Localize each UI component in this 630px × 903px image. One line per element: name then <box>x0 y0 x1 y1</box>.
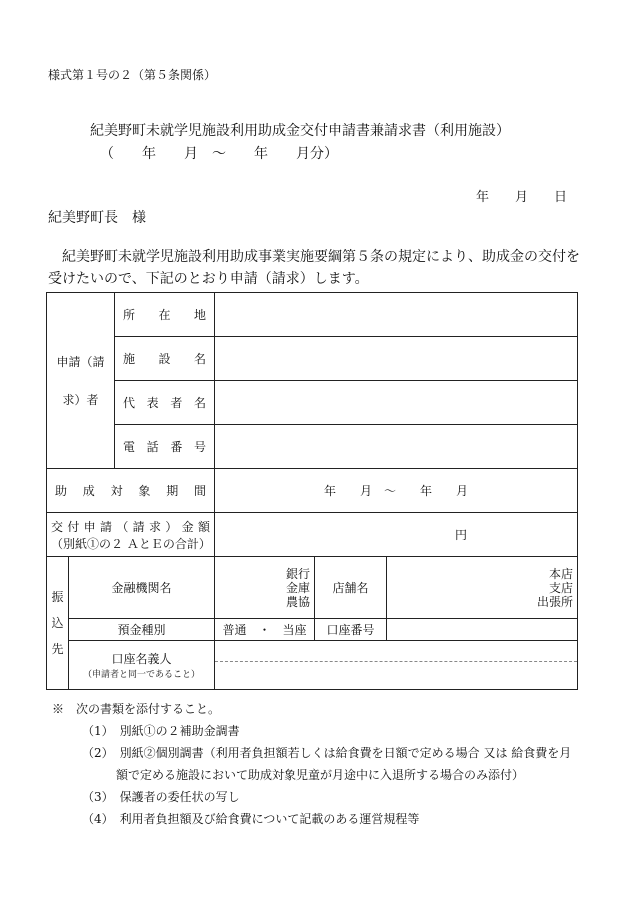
location-label: 所在地 <box>115 293 215 337</box>
transfer-label-char-1: 振 <box>51 590 64 604</box>
representative-label: 代表者名 <box>115 381 215 425</box>
branch-name-label: 店舗名 <box>315 557 387 619</box>
note-item-2-continued: 額で定める施設において助成対象児童が月途中に入退所する場合のみ添付） <box>116 768 525 782</box>
account-holder-note: （申請者と同一であること） <box>83 670 201 680</box>
date-line: 年 月 日 <box>476 190 568 205</box>
amount-label: 交付申請（請求）金額 <box>51 519 211 534</box>
amount-label-cell <box>47 513 215 557</box>
note-item-4: （4） 利用者負担額及び給食費について記載のある運営規程等 <box>82 812 420 826</box>
notes <box>52 698 571 830</box>
phone-label: 電話番号 <box>115 425 215 469</box>
note-item-1: （1） 別紙①の２補助金調書 <box>82 724 240 738</box>
transfer-label-char-3: 先 <box>51 642 64 656</box>
bank-type-bank: 銀行 <box>286 566 311 581</box>
location-field[interactable] <box>215 293 578 337</box>
branch-type-office: 出張所 <box>537 594 574 609</box>
addressee: 紀美野町長 様 <box>48 210 146 226</box>
bank-type-shinkin: 金庫 <box>286 580 311 595</box>
application-table <box>46 292 578 690</box>
transfer-group-label <box>47 557 69 690</box>
facility-name-label: 施設名 <box>115 337 215 381</box>
amount-field[interactable] <box>215 513 578 557</box>
bank-name-label: 金融機関名 <box>69 557 215 619</box>
applicant-label-line-2: 求）者 <box>62 392 99 407</box>
form-title: 紀美野町未就学児施設利用助成金交付申請書兼請求書（利用施設） <box>90 123 510 139</box>
branch-type-branch: 支店 <box>549 580 574 595</box>
form-number: 様式第１号の２（第５条関係） <box>48 68 217 82</box>
account-number-label: 口座番号 <box>315 619 387 641</box>
transfer-label-char-2: 込 <box>51 616 64 630</box>
subsidy-period-label: 助成対象期間 <box>47 469 215 513</box>
notes-header: ※ 次の書類を添付すること。 <box>52 702 221 716</box>
bank-name-field[interactable] <box>215 557 315 619</box>
applicant-label-line-1: 申請（請 <box>56 354 105 369</box>
note-item-2: （2） 別紙②個別調書（利用者負担額若しくは給食費を日額で定める場合 又は 給食費を月 <box>82 746 572 760</box>
period-line: （ 年 月 ～ 年 月分） <box>100 146 338 162</box>
phone-field[interactable] <box>215 425 578 469</box>
amount-unit: 円 <box>455 528 468 542</box>
facility-name-field[interactable] <box>215 337 578 381</box>
branch-name-field[interactable] <box>387 557 578 619</box>
intro-text: 紀美野町未就学児施設利用助成事業実施要綱第５条の規定により、助成金の交付を受けたいので、下記のとおり申請（請求）します。 <box>48 249 580 287</box>
account-holder-field[interactable] <box>215 641 578 690</box>
account-holder-name-field[interactable] <box>215 661 577 689</box>
subsidy-period-field[interactable]: 年 月 ～ 年 月 <box>215 469 578 513</box>
account-holder-label-cell <box>69 641 215 690</box>
note-item-3: （3） 保護者の委任状の写し <box>82 790 240 804</box>
account-type-options[interactable]: 普通 ・ 当座 <box>215 619 315 641</box>
account-type-label: 預金種別 <box>69 619 215 641</box>
representative-field[interactable] <box>215 381 578 425</box>
branch-type-main: 本店 <box>549 566 574 581</box>
account-holder-label: 口座名義人 <box>111 652 172 666</box>
account-number-field[interactable] <box>387 619 578 641</box>
applicant-group-label <box>47 293 115 469</box>
account-holder-kana-field[interactable] <box>215 641 577 661</box>
amount-sublabel: （別紙①の２ ＡとＥの合計） <box>51 536 211 551</box>
bank-type-nokyo: 農協 <box>286 594 311 609</box>
